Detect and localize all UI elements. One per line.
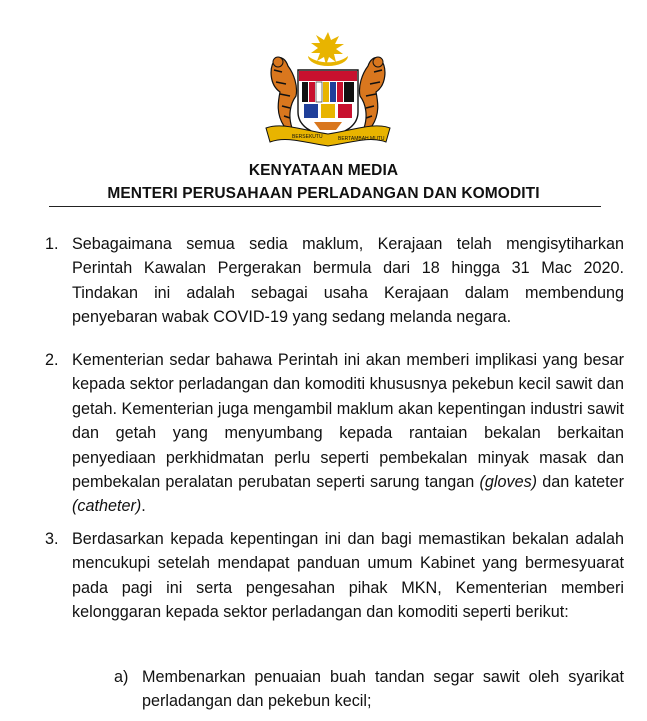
paragraph-number: 3. [45, 530, 59, 548]
paragraph-number: 2. [45, 351, 59, 369]
coat-of-arms-logo [258, 30, 398, 148]
paragraph-2-text: Kementerian sedar bahawa Perintah ini akan memberi implikasi yang besar kepada sektor perladangan dan komoditi khususnya pekebun kecil sawit dan getah. Kementerian juga mengambil maklum akan kepentingan industri sawit dan getah yang menyumbang kepada rantaian bekalan berkaitan penyediaan perkhidmatan perlu seperti pembekalan minyak masak dan pembekalan peralatan perubatan seperti sarung tangan [72, 351, 624, 492]
paragraph-1: Sebagaimana semua sedia maklum, Kerajaan telah mengisytiharkan Perintah Kawalan Pergerakan bermula dari 18 hingga 31 Mac 2020. Tindakan ini adalah sebagai usaha Kerajaan dalam membendung penyebaran wabak COVID-19 yang sedang melanda negara. [72, 235, 624, 327]
gloves-term: (gloves) [479, 473, 538, 492]
left-tiger-icon [271, 57, 296, 128]
catheter-term: (catheter) [72, 497, 142, 516]
document-title: KENYATAAN MEDIA [248, 162, 399, 179]
paragraph-3: Berdasarkan kepada kepentingan ini dan bagi memastikan bekalan adalah mencukupi setelah mendapat panduan umum Kabinet yang bermesyuarat pada pagi ini serta pengesahan pihak MKN, Kementerian memberi kelonggaran kepada sektor perladangan dan komoditi seperti berikut: [72, 530, 624, 622]
subitem-label: a) [114, 668, 129, 686]
ministry-title: MENTERI PERUSAHAAN PERLADANGAN DAN KOMODITI [107, 185, 540, 202]
paragraph-number: 1. [45, 235, 59, 253]
paragraph-2-text-b: dan kateter [542, 473, 624, 492]
header-divider [49, 206, 601, 207]
federal-star-icon [311, 32, 344, 65]
shield-icon [298, 70, 358, 136]
paragraph-2 [72, 348, 624, 519]
paragraph-2-end: . [141, 497, 146, 516]
motto-right-text: BERTAMBAH MUTU [338, 136, 385, 142]
motto-left-text: BERSEKUTU [292, 134, 323, 140]
right-tiger-icon [359, 57, 384, 128]
subitem-a: Membenarkan penuaian buah tandan segar sawit oleh syarikat perladangan dan pekebun kecil; [142, 668, 624, 711]
